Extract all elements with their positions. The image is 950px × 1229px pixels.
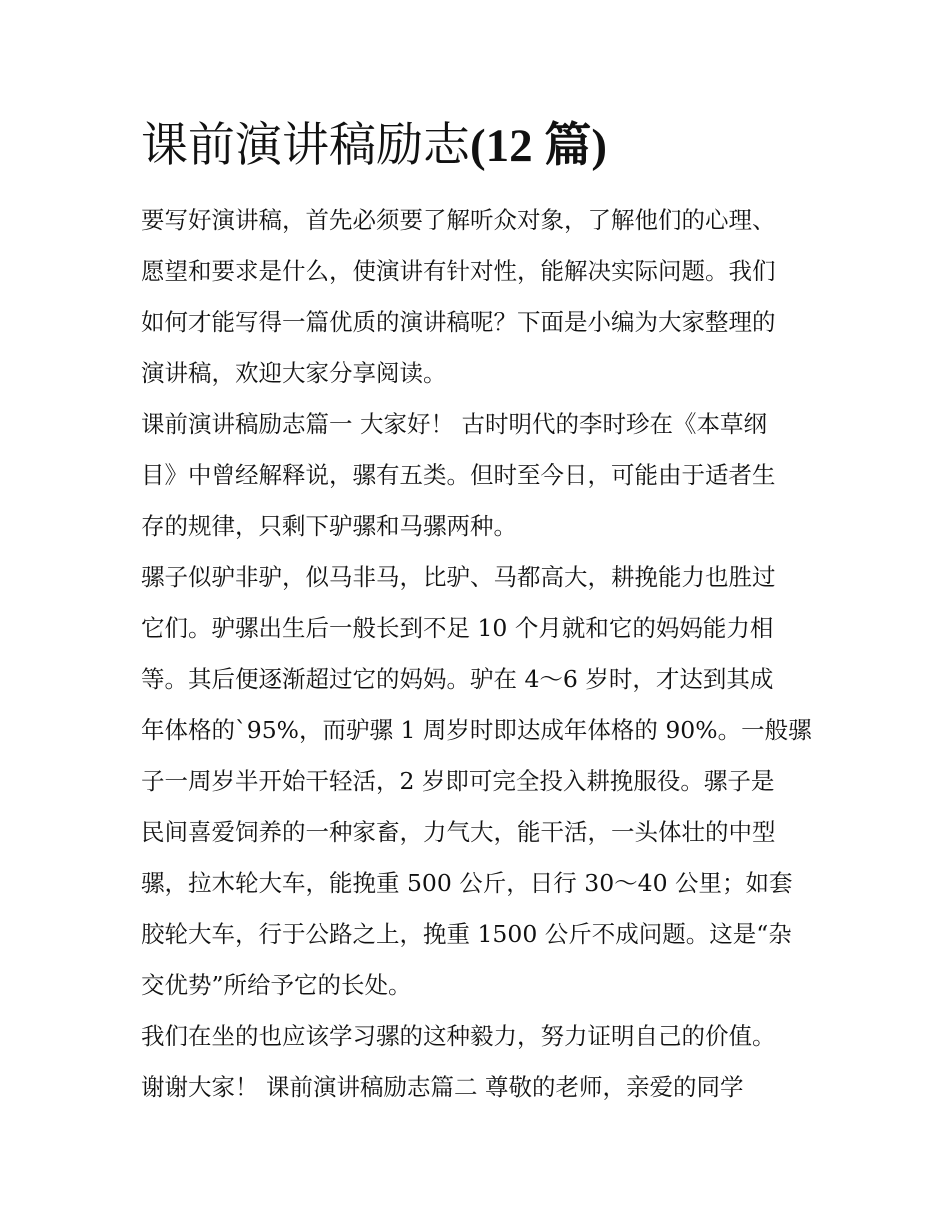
text-line: 我们在坐的也应该学习骡的这种毅力，努力证明自己的价值。 <box>141 1022 776 1050</box>
document-body <box>141 195 813 1113</box>
title-main: 课前演讲稿励志 <box>141 118 470 173</box>
text-line: 等。其后便逐渐超过它的妈妈。驴在 4～6 岁时，才达到其成 <box>141 665 774 693</box>
text-line: 谢谢大家！ 课前演讲稿励志篇二 尊敬的老师，亲爱的同学 <box>141 1073 744 1101</box>
text-line: 它们。驴骡出生后一般长到不足 10 个月就和它的妈妈能力相 <box>141 614 774 642</box>
text-line: 子一周岁半开始干轻活，2 岁即可完全投入耕挽服役。骡子是 <box>141 767 775 795</box>
closing-paragraph <box>141 1011 813 1113</box>
speech-one-paragraph <box>141 399 813 552</box>
title-count: (12 篇) <box>470 120 608 172</box>
text-line: 要写好演讲稿，首先必须要了解听众对象，了解他们的心理、 <box>141 206 776 234</box>
text-line: 胶轮大车，行于公路之上，挽重 1500 公斤不成问题。这是“杂 <box>141 920 792 948</box>
text-line: 课前演讲稿励志篇一 大家好！ 古时明代的李时珍在《本草纲 <box>141 410 767 438</box>
text-line: 民间喜爱饲养的一种家畜，力气大，能干活，一头体壮的中型 <box>141 818 776 846</box>
text-line: 存的规律，只剩下驴骡和马骡两种。 <box>141 512 517 540</box>
text-line: 骡，拉木轮大车，能挽重 500 公斤，日行 30～40 公里；如套 <box>141 869 793 897</box>
text-line: 骡子似驴非驴，似马非马，比驴、马都高大，耕挽能力也胜过 <box>141 563 776 591</box>
document-title <box>141 116 607 176</box>
mule-paragraph <box>141 552 813 1011</box>
text-line: 交优势”所给予它的长处。 <box>141 971 412 999</box>
text-line: 如何才能写得一篇优质的演讲稿呢？下面是小编为大家整理的 <box>141 308 776 336</box>
text-line: 演讲稿，欢迎大家分享阅读。 <box>141 359 447 387</box>
text-line: 年体格的`95%，而驴骡 1 周岁时即达成年体格的 90%。一般骡 <box>141 716 812 744</box>
intro-paragraph <box>141 195 813 399</box>
text-line: 愿望和要求是什么，使演讲有针对性，能解决实际问题。我们 <box>141 257 776 285</box>
text-line: 目》中曾经解释说，骡有五类。但时至今日，可能由于适者生 <box>141 461 776 489</box>
